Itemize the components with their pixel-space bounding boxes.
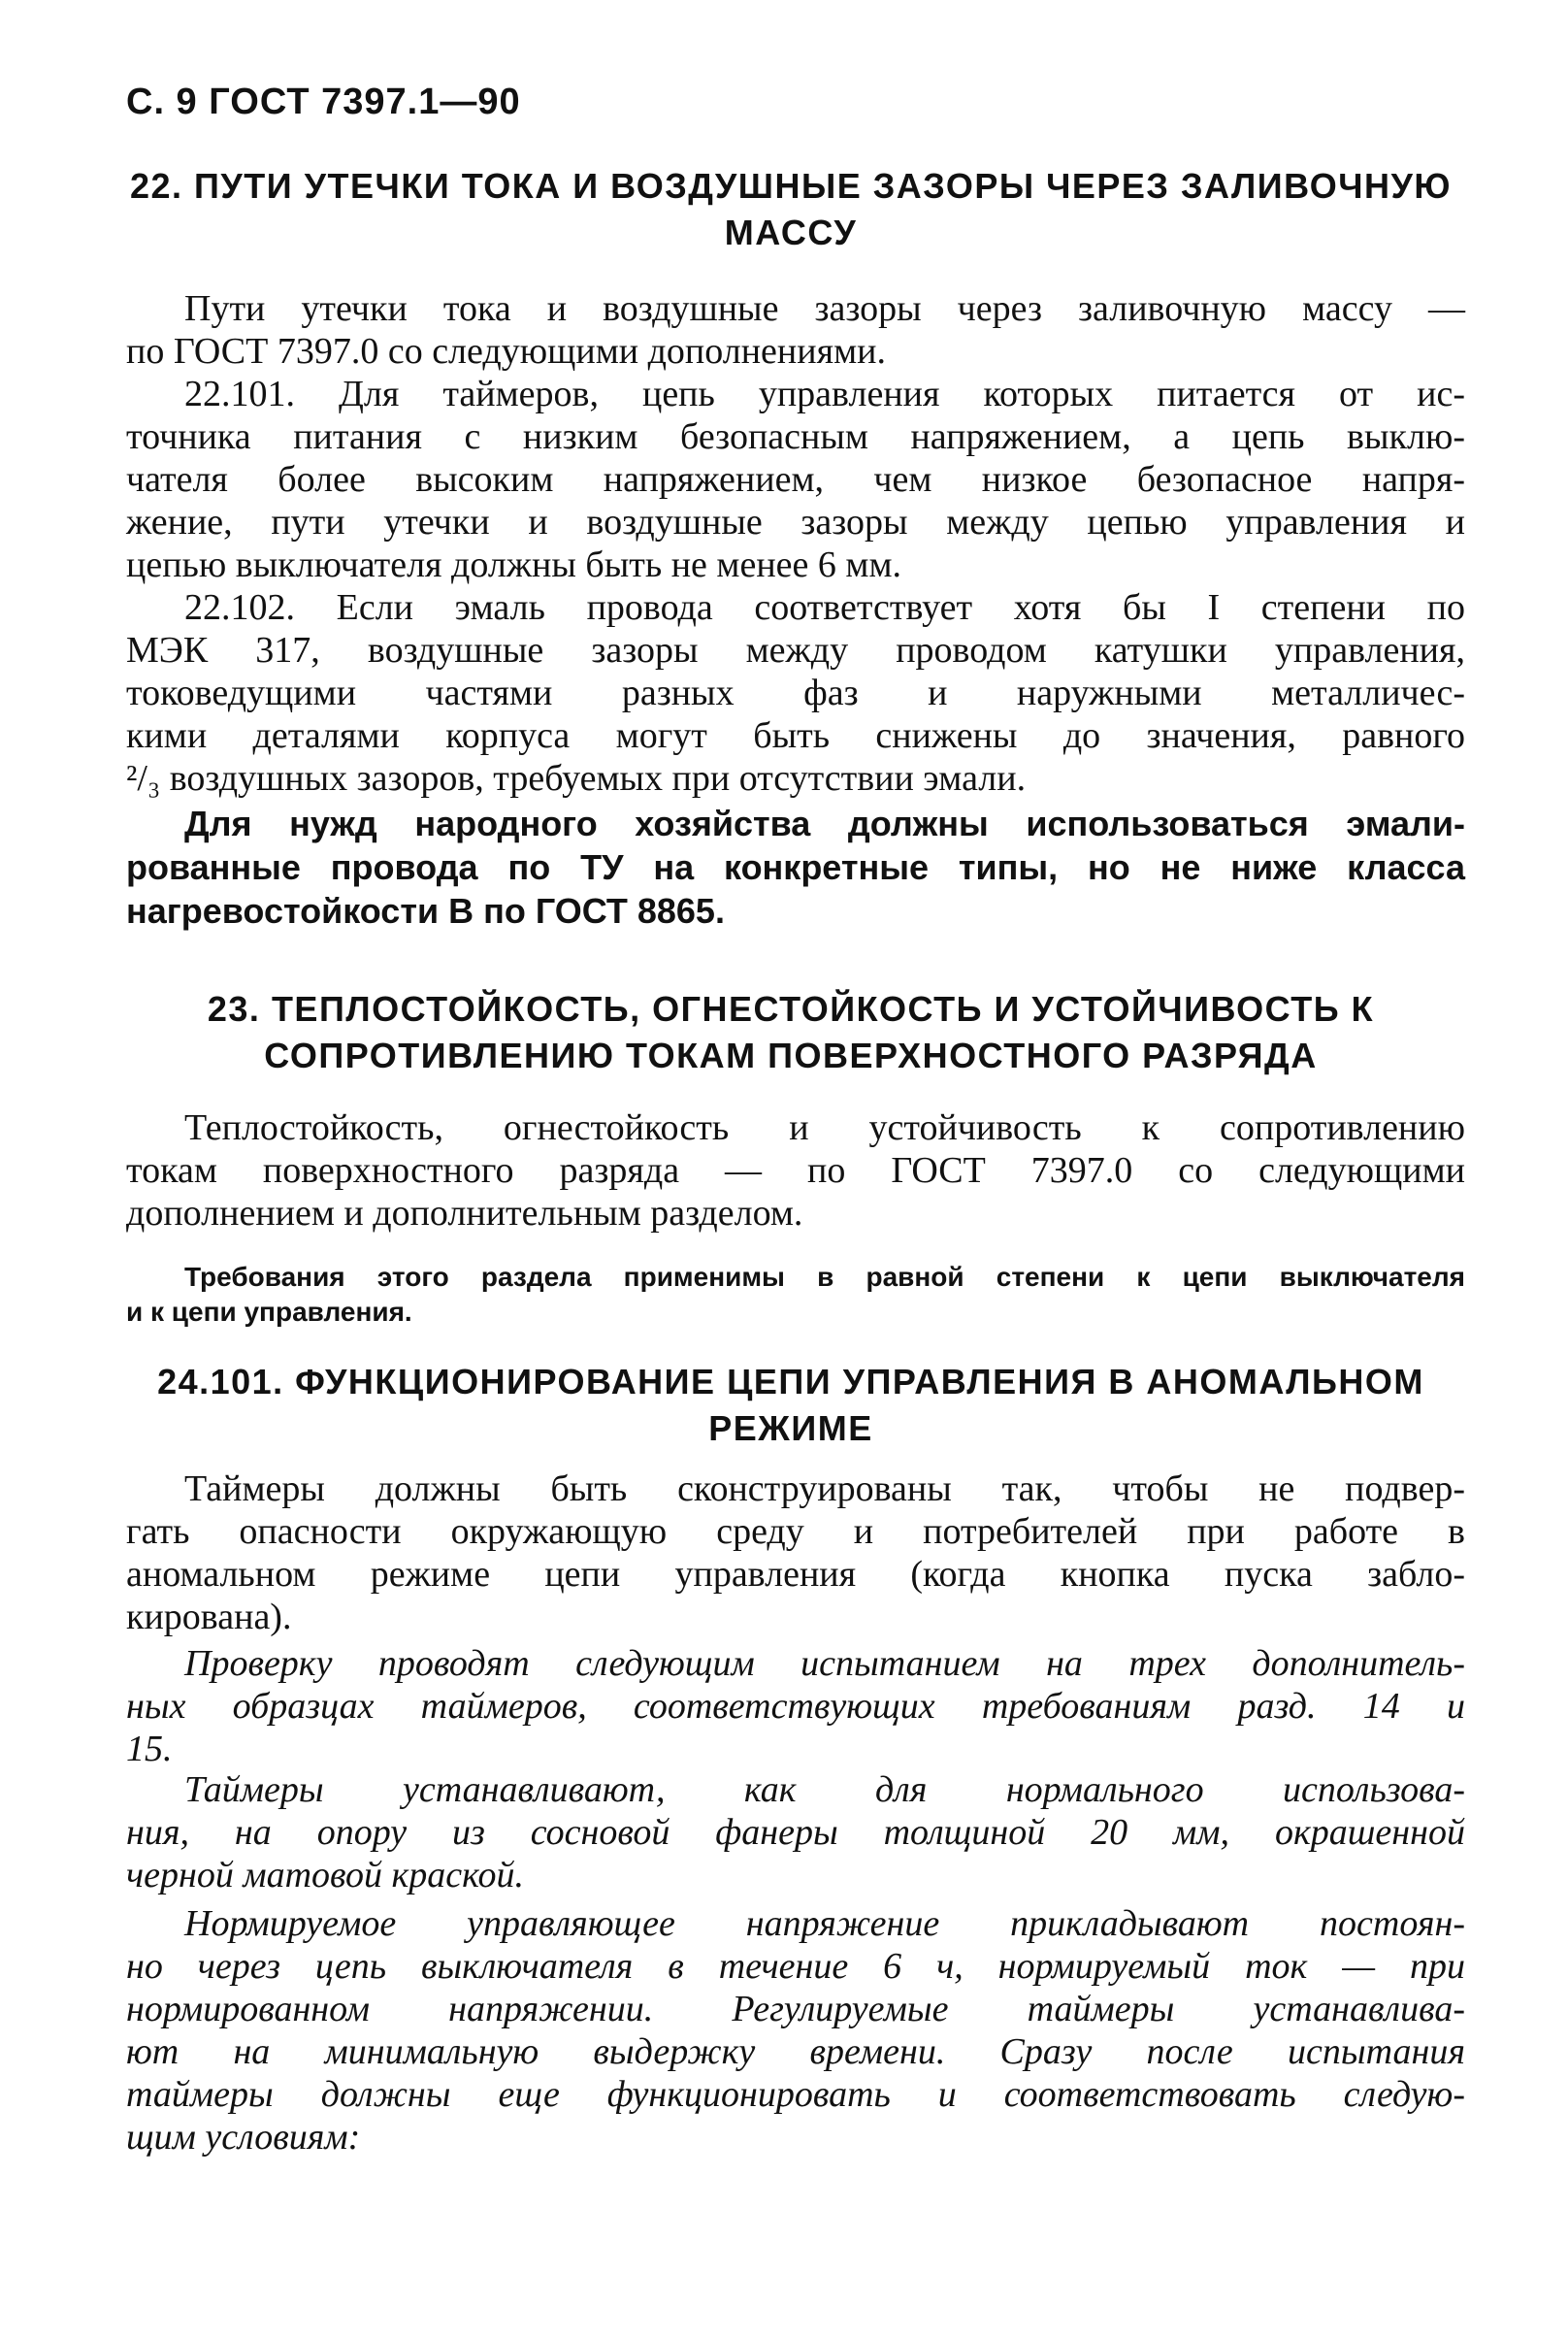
text-line: МЭК 317, воздушные зазоры между проводом катушки управления, xyxy=(126,630,1465,671)
test-procedure-3 xyxy=(126,1902,1465,2159)
text-line: и к цепи управления. xyxy=(126,1297,412,1327)
text-line: Для нужд народного хозяйства должны использоваться эмали- xyxy=(184,804,1465,843)
text-line: Проверку проводят следующим испытанием на трех дополнитель- xyxy=(184,1643,1465,1684)
text-line: 22.101. Для таймеров, цепь управления которых питается от ис- xyxy=(184,374,1465,414)
heading-line: РЕЖИМЕ xyxy=(708,1408,873,1448)
bold-requirement xyxy=(126,802,1465,933)
heading-line: 24.101. ФУНКЦИОНИРОВАНИЕ ЦЕПИ УПРАВЛЕНИЯ В АНОМАЛЬНОМ xyxy=(157,1362,1424,1401)
text-line: щим условиям: xyxy=(126,2117,361,2158)
text-line: чателя более высоким напряжением, чем низкое безопасное напря- xyxy=(126,459,1465,500)
text-line: рованные провода по ТУ на конкретные типы, но не ниже класса xyxy=(126,847,1465,887)
text-line: точника питания с низким безопасным напряжением, а цепь выклю- xyxy=(126,416,1465,457)
text-line: Нормируемое управляющее напряжение прикладывают постоян- xyxy=(184,1903,1465,1944)
text-line: таймеры должны еще функционировать и соответствовать следую- xyxy=(126,2074,1465,2115)
section-22-intro xyxy=(126,287,1465,373)
page-header: С. 9 ГОСТ 7397.1—90 xyxy=(126,82,521,122)
section-22-heading xyxy=(116,163,1465,256)
text-line: Таймеры устанавливают, как для нормального использова- xyxy=(184,1769,1465,1810)
text-line: Таймеры должны быть сконструированы так, чтобы не подвер- xyxy=(184,1468,1465,1509)
text-line: жение, пути утечки и воздушные зазоры между цепью управления и xyxy=(126,502,1465,543)
text-line: кими деталями корпуса могут быть снижены до значения, равного xyxy=(126,715,1465,756)
heading-line: 22. ПУТИ УТЕЧКИ ТОКА И ВОЗДУШНЫЕ ЗАЗОРЫ ЧЕРЕЗ ЗАЛИВОЧНУЮ xyxy=(129,166,1453,206)
heading-line: МАССУ xyxy=(724,213,858,252)
test-procedure-2 xyxy=(126,1768,1465,1896)
text-line: кирована). xyxy=(126,1597,292,1637)
test-procedure-1 xyxy=(126,1642,1465,1770)
text-line: но через цепь выключателя в течение 6 ч, нормируемый ток — при xyxy=(126,1946,1465,1987)
section-24-body xyxy=(126,1467,1465,1638)
text-line: черной матовой краской. xyxy=(126,1855,525,1895)
text-line: Теплостойкость, огнестойкость и устойчивость к сопротивлению xyxy=(184,1107,1465,1148)
section-23-heading xyxy=(116,986,1465,1079)
text-line: токам поверхностного разряда — по ГОСТ 7397.0 со следующими xyxy=(126,1150,1465,1191)
heading-line: 23. ТЕПЛОСТОЙКОСТЬ, ОГНЕСТОЙКОСТЬ И УСТОЙЧИВОСТЬ К xyxy=(207,989,1375,1029)
text-line: гать опасности окружающую среду и потребителей при работе в xyxy=(126,1511,1465,1552)
text-line: нормированном напряжении. Регулируемые таймеры устанавлива- xyxy=(126,1989,1465,2029)
text-line: Пути утечки тока и воздушные зазоры через заливочную массу — xyxy=(184,288,1465,329)
text-line: 22.102. Если эмаль провода соответствует хотя бы I степени по xyxy=(184,587,1465,628)
text-line: нагревостойкости В по ГОСТ 8865. xyxy=(126,891,725,931)
paragraph-22-102 xyxy=(126,586,1465,800)
text-line: токоведущими частями разных фаз и наружными металличес- xyxy=(126,673,1465,713)
section-24-heading xyxy=(116,1359,1465,1452)
text-line: аномальном режиме цепи управления (когда кнопка пуска забло- xyxy=(126,1554,1465,1595)
section-23-body xyxy=(126,1106,1465,1235)
paragraph-22-101 xyxy=(126,373,1465,586)
text-line: ют на минимальную выдержку времени. Сразу после испытания xyxy=(126,2031,1465,2072)
text-line: ных образцах таймеров, соответствующих требованиям разд. 14 и xyxy=(126,1686,1465,1727)
text-line: цепью выключателя должны быть не менее 6 мм. xyxy=(126,544,902,585)
heading-line: СОПРОТИВЛЕНИЮ ТОКАМ ПОВЕРХНОСТНОГО РАЗРЯДА xyxy=(264,1036,1318,1075)
text-line: дополнением и дополнительным разделом. xyxy=(126,1193,803,1234)
text-line: Требования этого раздела применимы в равной степени к цепи выключателя xyxy=(184,1262,1465,1292)
section-23-note xyxy=(126,1260,1465,1330)
text-line: по ГОСТ 7397.0 со следующими дополнениями. xyxy=(126,331,886,372)
text-line: ²/₃ воздушных зазоров, требуемых при отсутствии эмали. xyxy=(126,758,1027,799)
text-line: 15. xyxy=(126,1729,173,1769)
text-line: ния, на опору из сосновой фанеры толщиной 20 мм, окрашенной xyxy=(126,1812,1465,1853)
